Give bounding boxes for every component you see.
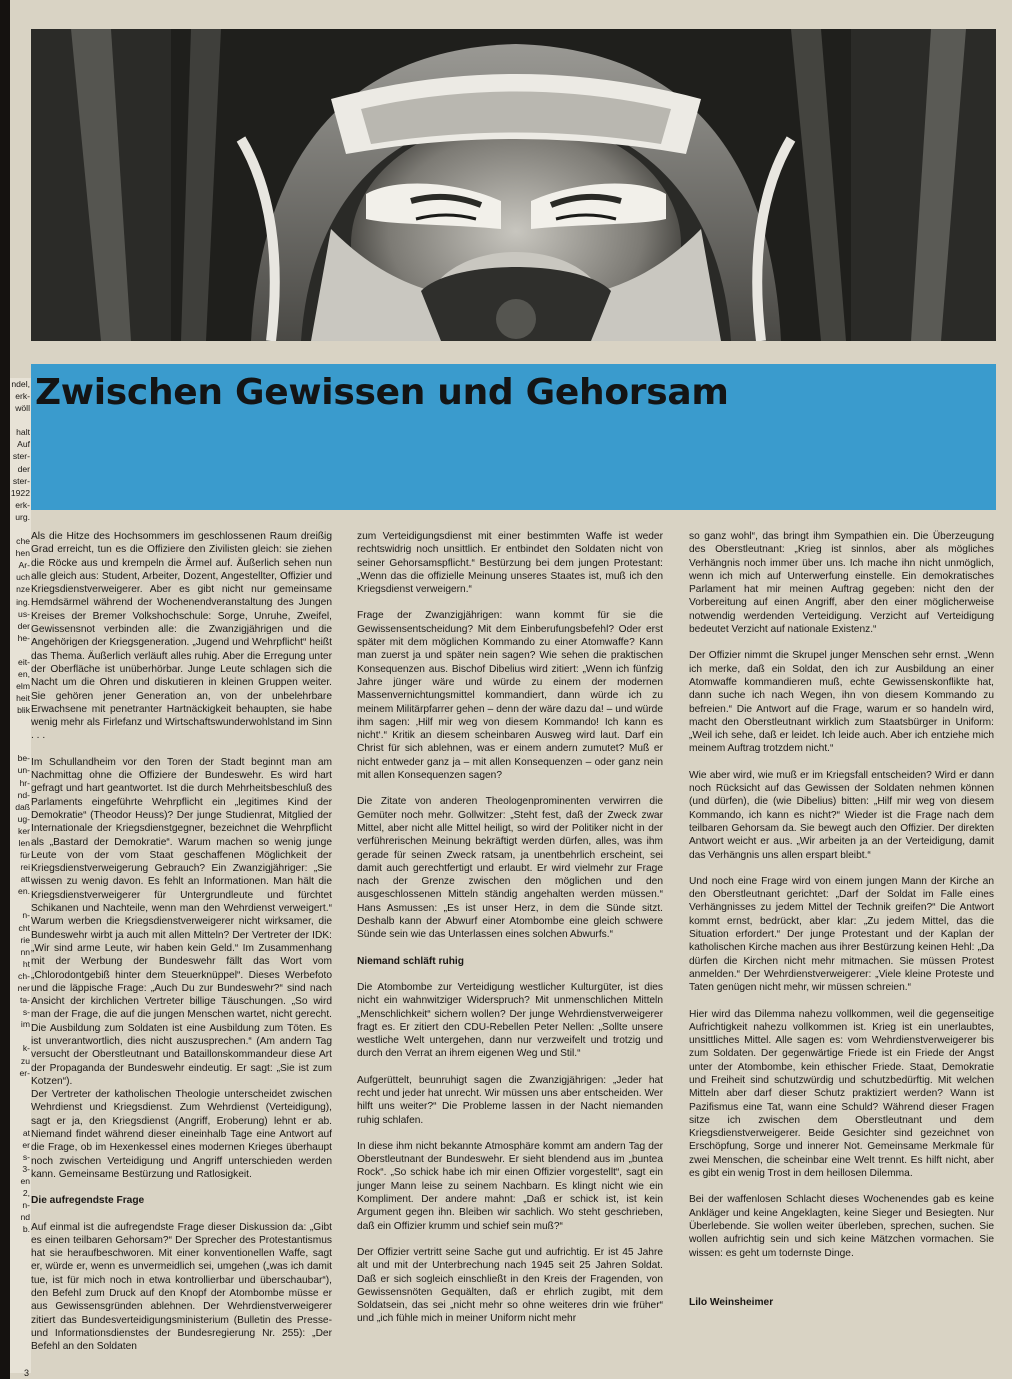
paragraph: Und noch eine Frage wird von einem jungen Mann der Kirche an den Oberstleutnant gerichtet: „Darf der Soldat im Falle eines Verhängnisses zu jedem Mittel der Technik greifen?“ Die Antwort kommt ernst, bedrückt, aber klar: „Zu jedem Mittel, das die Situation erfordert.“ Der junge Protestant und der Kaplan der katholischen Kirche machen aus ihrer Bestürzung keinen Hehl: „Da dürfen die Kirchen nicht mehr mitmachen. Sie müssen Protest anmelden.“ Der Wehrdienstverweigerer: „Viele kleine Proteste und Taten genügen nicht mehr, wir müssen schreien.“ [689,875,994,994]
column-fragment: nd- [17,789,30,800]
column-fragment: uch [16,572,30,583]
column-fragment: cht [18,922,30,933]
binding-spine [0,0,10,1379]
column-fragment [10,1115,31,1127]
column-fragment [10,740,31,752]
column-fragment: erk- [15,499,30,510]
paragraph: Auf einmal ist die aufregendste Frage dieser Diskussion da: „Gibt es einen teilbaren Gehorsam?“ Der Sprecher des Protestantismus hat sie heraufbeschworen. Mit einer konventionellen Waffe, sagt er, würde er, wenn es unvermeidlich sei, umgehen („was ich damit tue, ist für mich noch in etwa kontrollierbar und überschaubar“), den Befehl zum Druck auf den Knopf der Atombombe müsse er aus Gewissensgründen ablehnen. Der Wehrdienstverweigerer zitiert das Bundesverteidigungsministerium (Bulletin des Presse- und Informationsdienstes der Bundesregierung Nr. 255): „Der Befehl an den Soldaten [31,1221,332,1353]
paragraph: Als die Hitze des Hochsommers im geschlossenen Raum dreißig Grad erreicht, tun es die Offiziere den Zivilisten gleich: sie ziehen die Röcke aus und krempeln die Ärmel auf. Äußerlich sehen nun alle gleich aus: Student, Arbeiter, Dozent, Angestellter, Offizier und Kriegsdienstverweigerer. Aber es gibt nicht nur gemeinsame Hemdsärmel während der Wochenendveranstaltung des Jungen Kreises der Bremer Volkshochschule: Sorge, Unruhe, Zweifel, Gewissensnot verbinden alle: die Zwanzigjährigen und die Angehörigen der Kriegsgeneration. „Jugend und Wehrpflicht“ heißt das Thema. Äußerlich verläuft alles ruhig. Aber die Erregung unter der Oberfläche ist unüberhörbar. Junge Leute schlagen sich die Nacht um die Ohren und diskutieren in kleinen Gruppen weiter. Sie gehören jener Generation an, von der unbelehrbare Erwachsene mit penetranter Hartnäckigkeit behaupten, sie habe wenig mehr als Firlefanz und Wirtschaftswunderwohlstand im Sinn . . . [31,531,332,742]
column-fragment [10,1030,31,1042]
column-fragment: daß [15,801,30,812]
paragraph: In diese ihm nicht bekannte Atmosphäre kommt am andern Tag der Oberstleutnant der Bundeswehr. Er sieht blendend aus im „buntea Rock“. „So schick habe ich mir einen Offizier vorgestellt“, sagt ein junger Mann leise zu seinem Nachbarn. Es klingt nicht wie ein Kompliment. Der andere mahnt: „Daß er schick ist, ist kein Argument gegen ihn. Bleiben wir sachlich. Wo steht geschrieben, daß ein Offizier krumm und schief sein muß?“ [357,1140,663,1232]
column-fragment: s- [22,1151,30,1162]
column-fragment: ster- [12,451,30,462]
section-heading: Die aufregendste Frage [31,1195,145,1207]
column-fragment: rie [20,934,30,945]
column-fragment: zu [20,1055,30,1066]
column-fragment: k- [22,1043,30,1054]
adjacent-page-column-fragment [10,378,31,1373]
column-fragment: für [19,850,30,861]
column-fragment: us- [18,608,30,619]
column-fragment: ker [18,825,30,836]
column-fragment: im [20,1019,30,1030]
column-fragment: 1922 [10,487,30,498]
paragraph: Bei der waffenlosen Schlacht dieses Wochenendes gab es keine Ankläger und keine Angeklagten, keine Sieger und Besiegten. Nur Überlebende. Sie wollen weiter überleben, sprechen, suchen. Sie wollen aufrichtig sein und sich keine Mätzchen vormachen. Sie wissen: es geht um todernste Dinge. [689,1194,994,1259]
column-fragment: len [18,838,30,848]
column-fragment: Ar- [18,560,30,571]
column-fragment: at [22,1127,30,1138]
paragraph: Die Zitate von anderen Theologenprominenten verwirren die Gemüter noch mehr. Gollwitzer: „Steht fest, daß der Zweck zwar Mittel, aber nicht alle Mittel heiligt, so wird der Politiker nicht in der verführerischen Meinung bekräftigt werden dürfen, alles, was ihm gerade für seinen Zweck ratsam, ja unentbehrlich erscheint, sei damit auch gerechtfertigt und erlaubt. Er wird vielmehr zur Frage nach der Grenze zwischen den möglichen und den ausgeschlossenen Mitteln ständig angehalten werden müssen.“ Hans Asmussen: „Es ist unser Herz, in dem die Sünde sitzt. Deshalb kann der Abwurf einer Atombombe eine gleich schwere Sünde sein wie das Unterlassen eines solchen Abwurfs.“ [357,796,663,941]
column-fragment: er- [19,1067,30,1078]
column-fragment: 2, [22,1188,30,1199]
column-fragment: n- [22,1200,30,1211]
column-fragment: en [20,1176,30,1187]
column-fragment: blik [17,705,30,716]
column-fragment: ht [22,958,30,969]
column-fragment [10,716,31,728]
column-fragment: n- [22,910,30,921]
column-fragment [10,1091,31,1103]
column-fragment: nn [20,946,30,957]
column-fragment: nze [16,584,30,595]
column-fragment: ster- [12,475,30,486]
column-fragment: rei [20,862,30,873]
column-fragment: ing. [16,596,30,607]
paragraph: Frage der Zwanzigjährigen: wann kommt für sie die Gewissensentscheidung? Mit dem Einberufungsbefehl? Oder erst später mit dem möglichen Kommando zu einer Atomwaffe? Kann man zuerst ja und später nein sagen? Wie sehen die praktischen Konsequenzen aus. Bischof Dibelius wird zitiert: „Wenn ich fünfzig Jahre jünger wäre und würde zu einem der modernen Massenvernichtungsmittel kommandiert, dann würde ich zu meinem Militärpfarrer gehen – denn der wäre dazu da! – und würde ihm sagen: ‚Hilf mir weg von diesem Kommando! Ich kann es nicht‘.“ Kritik an diesem scheinbaren Ausweg wird laut. Darf ein Christ für sich ablehnen, was er einem andern zumutet? Muß er nicht entweder ganz ja – mit allen Konsequenzen – oder ganz nein mit allen Konsequenzen sagen? [357,610,663,782]
paragraph: Der Vertreter der katholischen Theologie unterscheidet zwischen Wehrdienst und Kriegsdienst. Zum Wehrdienst (Verteidigung), sagt er ja, den Kriegsdienst (Angriff, Eroberung) lehnt er ab. Niemand findet während dieser eineinhalb Tage eine Antwort auf die Frage, ob im Hexenkessel eines modernen Krieges überhaupt noch zwischen Verteidigung und Angriff unterschieden werden kann. Gemeinsame Bestürzung und Ratlosigkeit. [31,1089,332,1180]
hero-photo [31,29,996,341]
column-fragment: ch- [18,970,30,981]
column-fragment: b. [22,1224,30,1235]
column-fragment: Auf [17,439,30,450]
column-fragment: att [20,874,30,885]
column-fragment [10,1103,31,1115]
pilot-helmet-image [31,29,996,341]
column-fragment: der [17,463,30,474]
column-fragment: ndel, [11,379,30,389]
column-fragment: che [16,536,30,547]
section-heading: Niemand schläft ruhig [357,955,464,967]
column-fragment: 3- [22,1163,30,1174]
title-banner [31,364,996,510]
column-fragment: ug- [17,813,30,824]
column-fragment: nd [20,1212,30,1223]
author-byline: Lilo Weinsheimer [689,1296,774,1308]
column-fragment: be- [17,753,30,764]
column-fragment: hr- [19,777,30,788]
paragraph: Wie aber wird, wie muß er im Kriegsfall entscheiden? Wird er dann noch Rücksicht auf das Gewissen der Soldaten nehmen können (und dürfen), die (wie Dibelius) bitten: „Hilf mir weg von diesem Kommando, ich kann es nicht?“ Wieder ist die Frage nach dem teilbaren Gehorsam da. Sie bewegt auch den Offizier. Der direkten Antwort weicht er aus. „Wir arbeiten ja an der Verteidigung, damit das Verhängnis uns allen erspart bleibt.“ [689,769,994,861]
column-fragment: erk- [15,391,30,402]
column-fragment [10,728,31,740]
column-fragment: halt [16,427,30,438]
column-fragment: ta- [19,995,30,1006]
column-fragment: hen [15,548,30,559]
column-fragment: eit- [18,656,30,667]
article-title: Zwischen Gewissen und Gehorsam [35,372,729,413]
column-fragment [10,1079,31,1091]
text-column-3 [689,530,994,1309]
page-number: 3 [24,1368,30,1378]
column-fragment: elm [16,681,30,692]
column-fragment: en. [18,886,30,897]
column-fragment [10,523,31,535]
paragraph: Aufgerüttelt, beunruhigt sagen die Zwanzigjährigen: „Jeder hat recht und jeder hat unrecht. Wir müssen uns aber entscheiden. Wer hilft uns weiter?“ Die Probleme lassen in der Nacht niemanden ruhig schlafen. [357,1074,663,1126]
column-fragment: heit [16,693,30,704]
paragraph: Der Offizier vertritt seine Sache gut und aufrichtig. Er ist 45 Jahre alt und mit der Unterbrechung nach 1945 seit 25 Jahren Soldat. Daß er sich sogleich einschließt in den Kreis der Fragenden, von Gewissensnöten Gequälten, daß er ehrlich zugibt, mit dem Soldatsein, das sei „nicht mehr so ohne weiteres drin wie früher“ und „ich fühle mich in meiner Uniform nicht mehr [357,1246,663,1325]
column-fragment: en, [18,668,30,679]
column-fragment: un- [17,765,30,776]
column-fragment [10,414,31,426]
text-column-2 [357,530,663,1339]
paragraph: Hier wird das Dilemma nahezu vollkommen, weil die gegenseitige Aufrichtigkeit nahezu vollkommen ist. Krieg ist ein unerlaubtes, unsittliches Mittel. Alle sagen es: vom Wehrdienstverweigerer bis zum Soldaten. Der gegenwärtige Friede ist ein Friede der Angst unter der Atombombe, kein ethischer Friede. Staat, Demokratie und Freiheit sind schutzwürdig und schutzbedürftig. Mit welchen Mitteln aber darf dieser Schutz praktiziert werden? Wann ist Pazifismus eine Tat, wann eine Schuld? Während dieser Fragen sitze ich zwischen dem Oberstleutnant und dem Kriegsdienstverweigerer. Beide Gesichter sind gezeichnet von Erschöpfung, Sorge und innerer Not. Gemeinsame Merkmale für zwei Menschen, die scheinbar eine Welt trennt. Es hilft nicht, aber es gibt ein wenig Trost in dem heillosen Dilemma. [689,1008,994,1180]
paragraph: Die Atombombe zur Verteidigung westlicher Kulturgüter, ist dies nicht ein wahnwitziger Widerspruch? Mit unmenschlichen Mitteln „Menschlichkeit“ sichern wollen? Der junge Wehrdienstverweigerer fragt es. Er zitiert den CDU-Rebellen Peter Nellen: „Sollte unsere westliche Welt untergehen, dann nur verzweifelt und trotzig und durch den Verrat an ihrem eigenen Weg und Stil.“ [357,981,663,1060]
paragraph: Der Offizier nimmt die Skrupel junger Menschen sehr ernst. „Wenn ich merke, daß ein Soldat, den ich zur Ausbildung an einer Atomwaffe kommandieren muß, echte Gewissenskonflikte hat, dann suche ich nach Wegen, ihn von diesem Kommando zu befreien.“ Die Antwort auf die Frage, warum er so handeln wird, macht den Oberstleutnant wirklich zum Staatsbürger in Uniform: „Weil ich sehe, daß er leidet. Ich leide auch. Aber ich entziehe mich meinem Auftrag trotzdem nicht.“ [689,650,994,755]
column-fragment: urg. [15,511,30,522]
column-fragment: ner [17,983,30,994]
column-fragment [10,644,31,656]
column-fragment: der [17,620,30,631]
column-fragment: er [22,1139,30,1150]
column-fragment: he- [17,632,30,643]
column-fragment [10,897,31,909]
paragraph: Im Schullandheim vor den Toren der Stadt beginnt man am Nachmittag ohne die Offiziere der Bundeswehr. Es wird hart gefragt und hart geantwortet. Ist die durch Mehrheitsbeschluß des Parlaments eingeführte Wehrpflicht ein „legitimes Kind der Demokratie“ (Theodor Heuss)? Der junge Studienrat, Mitglied der Internationale der Kriegsdienstgegner, bezeichnet die Wehrpflicht als „Bastard der Demokratie“. Warum machen so wenig junge Leute von der vom Staat geschaffenen Möglichkeit der Kriegsdienstverweigerung Gebrauch? Ein Zwanzigjähriger: „Sie wissen zu wenig davon. Es fehlt an Informationen. Man hält die Kriegsdienstverweigerer für Untergrundleute und fürchtet Schikanen und Nachteile, wenn man den Wehrdienst verweigert.“ Warum werben die Kriegsdienstverweigerer nicht wirksamer, die Bundeswehr wirbt ja auch mit allen Mitteln? Der Vertreter der IDK: „Wir sind arme Leute, wir haben kein Geld.“ Im Zusammenhang mit der Werbung der Bundeswehr fällt das Wort vom „Chlorodontgebiß hinter dem Steuerknüppel“. Dieses Werbefoto und die läppische Frage: „Auch Du zur Bundeswehr?“ sind nach Ansicht der kirchlichen Vertreter billige Täuschungen. „So wird man der Frage, die auf die jungen Menschen wartet, nicht gerecht. Die Ausbildung zum Soldaten ist eine Ausbildung zum Töten. Es ist unverantwortlich, dies nicht auszusprechen.“ (Am andern Tag versucht der Oberstleutnant und Bataillonskommandeur diese Art der Propaganda der Bundeswehr eindeutig. Er sagt: „Sie ist zum Kotzen“). [31,756,332,1087]
paragraph: so ganz wohl“, das bringt ihm Sympathien ein. Die Überzeugung des Oberstleutnant: „Krieg ist sinnlos, aber als mögliches Verhängnis noch immer über uns. Ich mache ihn nicht unmöglich, wenn ich mich auf Unterwerfung einstelle. Ein demokratisches Parlament hat mir meinen Auftrag gegeben: nicht den der Vorbereitung auf einen Angriff, aber den einer möglicherweise notwendig werdenden Verteidigung. Verzicht auf Verteidigung bedeutet Verzicht auf nationale Existenz.“ [689,531,994,636]
paragraph: zum Verteidigungsdienst mit einer bestimmten Waffe ist weder rechtswidrig noch unsittlich. Er entbindet den Soldaten nicht von seiner Gehorsamspflicht.“ Bestürzung bei dem jungen Protestant: „Wenn das die offizielle Meinung unseres Staates ist, muß ich den Kriegsdienst verweigern.“ [357,531,663,596]
column-fragment: s- [22,1007,30,1018]
column-fragment: wöll [15,403,30,414]
text-column-1 [31,530,332,1367]
